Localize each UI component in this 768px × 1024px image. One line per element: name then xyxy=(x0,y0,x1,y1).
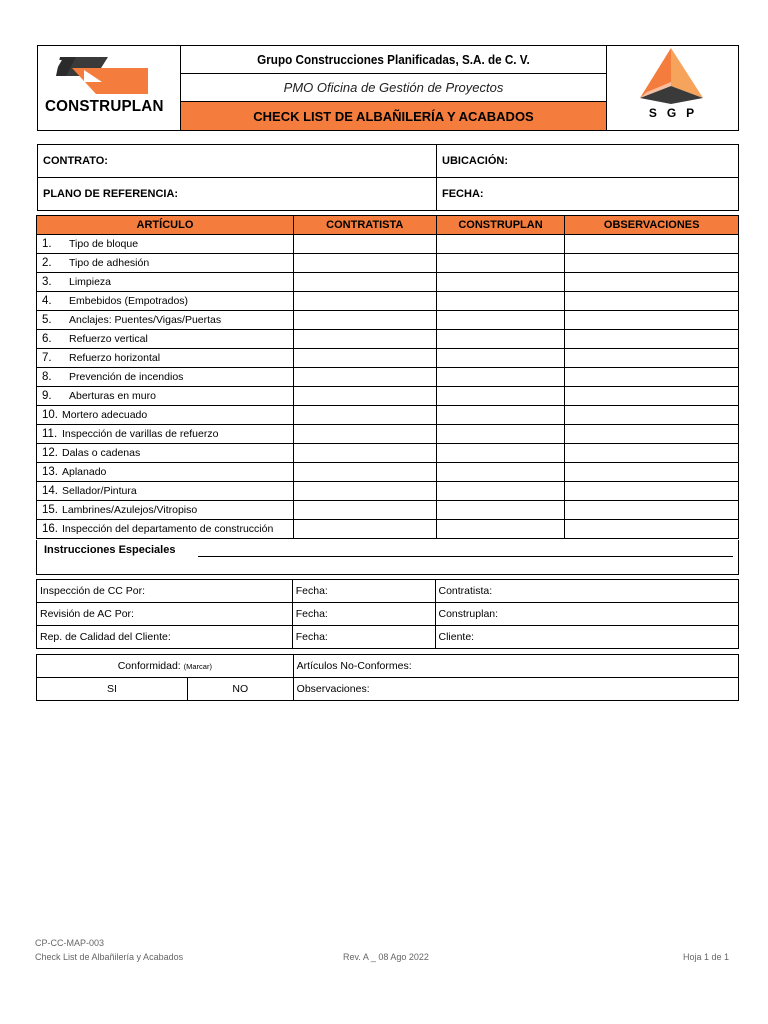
construplan-cell[interactable] xyxy=(436,406,565,425)
contratista-cell[interactable] xyxy=(293,330,436,349)
checklist-item-label: Inspección del departamento de construcción xyxy=(62,523,274,535)
observaciones-cell[interactable] xyxy=(565,368,739,387)
construplan-cell[interactable] xyxy=(436,292,565,311)
checklist-item xyxy=(37,482,294,501)
nonconforming-items-field[interactable]: Artículos No-Conformes: xyxy=(293,655,738,678)
checklist-item-number: 10. xyxy=(42,409,58,421)
construplan-cell[interactable] xyxy=(436,311,565,330)
checklist-row xyxy=(37,273,739,292)
column-header-contratista: CONTRATISTA xyxy=(293,216,436,235)
observaciones-cell[interactable] xyxy=(565,444,739,463)
checklist-row xyxy=(37,254,739,273)
conformity-label-cell xyxy=(37,655,294,678)
checklist-item-number: 1. xyxy=(42,238,52,250)
signature-row xyxy=(37,580,739,603)
checklist-item xyxy=(37,254,294,273)
checklist-item-label: Tipo de adhesión xyxy=(69,257,150,269)
checklist-row xyxy=(37,463,739,482)
contratista-cell[interactable] xyxy=(293,368,436,387)
contrato-field[interactable]: CONTRATO: xyxy=(38,145,437,178)
construplan-cell[interactable] xyxy=(436,330,565,349)
signatures-table xyxy=(36,579,739,649)
observaciones-cell[interactable] xyxy=(565,292,739,311)
checklist-item xyxy=(37,292,294,311)
document-revision: Rev. A _ 08 Ago 2022 xyxy=(343,952,429,962)
checklist-row xyxy=(37,406,739,425)
ubicacion-field[interactable]: UBICACIÓN: xyxy=(437,145,738,178)
observaciones-cell[interactable] xyxy=(565,406,739,425)
checklist-item-label: Refuerzo horizontal xyxy=(69,352,161,364)
checklist-item-label: Refuerzo vertical xyxy=(69,333,148,345)
contract-info xyxy=(37,144,739,211)
column-header-observaciones: OBSERVACIONES xyxy=(565,216,739,235)
construplan-cell[interactable] xyxy=(436,349,565,368)
checklist-item-label: Anclajes: Puentes/Vigas/Puertas xyxy=(69,314,222,326)
checklist-row xyxy=(37,482,739,501)
construplan-cell[interactable] xyxy=(436,235,565,254)
observaciones-cell[interactable] xyxy=(565,482,739,501)
checklist-row xyxy=(37,292,739,311)
checklist-item-label: Tipo de bloque xyxy=(69,238,139,250)
conformity-table xyxy=(36,654,739,701)
checklist-item-label: Aplanado xyxy=(62,466,107,478)
construplan-cell[interactable] xyxy=(436,387,565,406)
observaciones-cell[interactable] xyxy=(565,387,739,406)
checklist-item-label: Prevención de incendios xyxy=(69,371,184,383)
construplan-logo-icon xyxy=(38,46,181,102)
fecha-field[interactable]: FECHA: xyxy=(442,188,484,200)
contratista-cell[interactable] xyxy=(293,463,436,482)
contratista-cell[interactable] xyxy=(293,520,436,539)
checklist-item xyxy=(37,387,294,406)
construplan-logo xyxy=(38,46,181,130)
checklist-item-number: 7. xyxy=(42,352,52,364)
contratista-cell[interactable] xyxy=(293,235,436,254)
conformity-hint: (Marcar) xyxy=(183,662,212,671)
contratista-cell[interactable] xyxy=(293,349,436,368)
signature-party[interactable]: Construplan: xyxy=(435,603,739,626)
checklist-item-number: 11. xyxy=(42,428,58,440)
contratista-cell[interactable] xyxy=(293,425,436,444)
conformity-no-option[interactable]: NO xyxy=(187,678,293,701)
checklist-item xyxy=(37,311,294,330)
checklist-header-row xyxy=(37,216,739,235)
construplan-cell[interactable] xyxy=(436,368,565,387)
observaciones-cell[interactable] xyxy=(565,501,739,520)
construplan-cell[interactable] xyxy=(436,444,565,463)
checklist-item-number: 14. xyxy=(42,485,58,497)
special-instructions-line[interactable] xyxy=(198,556,733,557)
checklist-item-number: 13. xyxy=(42,466,58,478)
checklist-item xyxy=(37,425,294,444)
contratista-cell[interactable] xyxy=(293,482,436,501)
checklist-item xyxy=(37,406,294,425)
checklist-row xyxy=(37,387,739,406)
checklist-row xyxy=(37,520,739,539)
construplan-cell[interactable] xyxy=(436,520,565,539)
checklist-item-label: Embebidos (Empotrados) xyxy=(69,295,189,307)
conformity-label: Conformidad: xyxy=(117,660,181,672)
signature-row xyxy=(37,626,739,649)
construplan-cell[interactable] xyxy=(436,463,565,482)
checklist-item-number: 4. xyxy=(42,295,52,307)
document-title: CHECK LIST DE ALBAÑILERÍA Y ACABADOS xyxy=(181,102,606,130)
construplan-cell[interactable] xyxy=(436,254,565,273)
observaciones-cell[interactable] xyxy=(565,311,739,330)
contratista-cell[interactable] xyxy=(293,406,436,425)
checklist-item-number: 9. xyxy=(42,390,52,402)
observaciones-cell[interactable] xyxy=(565,235,739,254)
construplan-cell[interactable] xyxy=(436,482,565,501)
checklist-body xyxy=(37,235,739,539)
checklist-row xyxy=(37,330,739,349)
checklist-item xyxy=(37,273,294,292)
sgp-logo xyxy=(607,46,738,130)
checklist-item-number: 12. xyxy=(42,447,58,459)
signature-date[interactable]: Fecha: xyxy=(292,603,435,626)
observations-field[interactable]: Observaciones: xyxy=(293,678,738,701)
contratista-cell[interactable] xyxy=(293,444,436,463)
checklist-item xyxy=(37,501,294,520)
checklist-item-number: 6. xyxy=(42,333,52,345)
signature-party[interactable]: Contratista: xyxy=(435,580,739,603)
checklist-item-number: 2. xyxy=(42,257,52,269)
checklist-item-number: 8. xyxy=(42,371,52,383)
plano-field[interactable]: PLANO DE REFERENCIA: xyxy=(38,178,437,210)
signature-party[interactable]: Cliente: xyxy=(435,626,739,649)
observaciones-cell[interactable] xyxy=(565,330,739,349)
checklist-item xyxy=(37,330,294,349)
construplan-cell[interactable] xyxy=(436,501,565,520)
checklist-item-number: 16. xyxy=(42,523,58,535)
contratista-cell[interactable] xyxy=(293,254,436,273)
checklist-item-label: Aberturas en muro xyxy=(69,390,156,402)
document-code: CP-CC-MAP-003 xyxy=(35,938,105,948)
checklist-item-label: Lambrines/Azulejos/Vitropiso xyxy=(62,504,198,516)
contratista-cell[interactable] xyxy=(293,387,436,406)
checklist-item-number: 15. xyxy=(42,504,58,516)
signature-role[interactable]: Rep. de Calidad del Cliente: xyxy=(37,626,293,649)
signature-row xyxy=(37,603,739,626)
checklist-item-label: Dalas o cadenas xyxy=(62,447,141,459)
checklist-row xyxy=(37,311,739,330)
checklist-item xyxy=(37,235,294,254)
observaciones-cell[interactable] xyxy=(565,463,739,482)
contratista-cell[interactable] xyxy=(293,292,436,311)
checklist-row xyxy=(37,235,739,254)
checklist-item-label: Inspección de varillas de refuerzo xyxy=(62,428,219,440)
signature-date[interactable]: Fecha: xyxy=(292,580,435,603)
observaciones-cell[interactable] xyxy=(565,349,739,368)
checklist-row xyxy=(37,425,739,444)
checklist-item-label: Mortero adecuado xyxy=(62,409,148,421)
checklist-item xyxy=(37,368,294,387)
construplan-cell[interactable] xyxy=(436,273,565,292)
checklist-table xyxy=(36,215,739,539)
column-header-construplan: CONSTRUPLAN xyxy=(436,216,565,235)
contratista-cell[interactable] xyxy=(293,311,436,330)
checklist-item-label: Limpieza xyxy=(69,276,112,288)
construplan-logo-text: CONSTRUPLAN xyxy=(45,98,164,115)
conformity-si-option[interactable]: SI xyxy=(37,678,188,701)
special-instructions-label: Instrucciones Especiales xyxy=(44,544,176,556)
observaciones-cell[interactable] xyxy=(565,273,739,292)
checklist-item xyxy=(37,349,294,368)
observaciones-cell[interactable] xyxy=(565,520,739,539)
signature-role[interactable]: Inspección de CC Por: xyxy=(37,580,293,603)
checklist-item xyxy=(37,463,294,482)
checklist-item xyxy=(37,520,294,539)
sgp-logo-text: SGP xyxy=(648,106,705,120)
page-number: Hoja 1 de 1 xyxy=(683,952,730,962)
checklist-row xyxy=(37,501,739,520)
checklist-row xyxy=(37,349,739,368)
construplan-cell[interactable] xyxy=(436,425,565,444)
signature-role[interactable]: Revisión de AC Por: xyxy=(37,603,293,626)
observaciones-cell[interactable] xyxy=(565,425,739,444)
special-instructions xyxy=(36,540,739,575)
column-header-articulo: ARTÍCULO xyxy=(37,216,294,235)
checklist-item-number: 3. xyxy=(42,276,52,288)
document-header xyxy=(37,45,739,131)
document-name: Check List de Albañilería y Acabados xyxy=(35,952,184,962)
checklist-item-number: 5. xyxy=(42,314,52,326)
contratista-cell[interactable] xyxy=(293,273,436,292)
checklist-item-label: Sellador/Pintura xyxy=(62,485,137,497)
checklist-item xyxy=(37,444,294,463)
pmo-subtitle: PMO Oficina de Gestión de Proyectos xyxy=(283,80,504,95)
contratista-cell[interactable] xyxy=(293,501,436,520)
header-titles xyxy=(181,46,607,130)
checklist-row xyxy=(37,444,739,463)
observaciones-cell[interactable] xyxy=(565,254,739,273)
signature-date[interactable]: Fecha: xyxy=(292,626,435,649)
company-name: Grupo Construcciones Planificadas, S.A. de C. V. xyxy=(257,52,530,67)
checklist-row xyxy=(37,368,739,387)
